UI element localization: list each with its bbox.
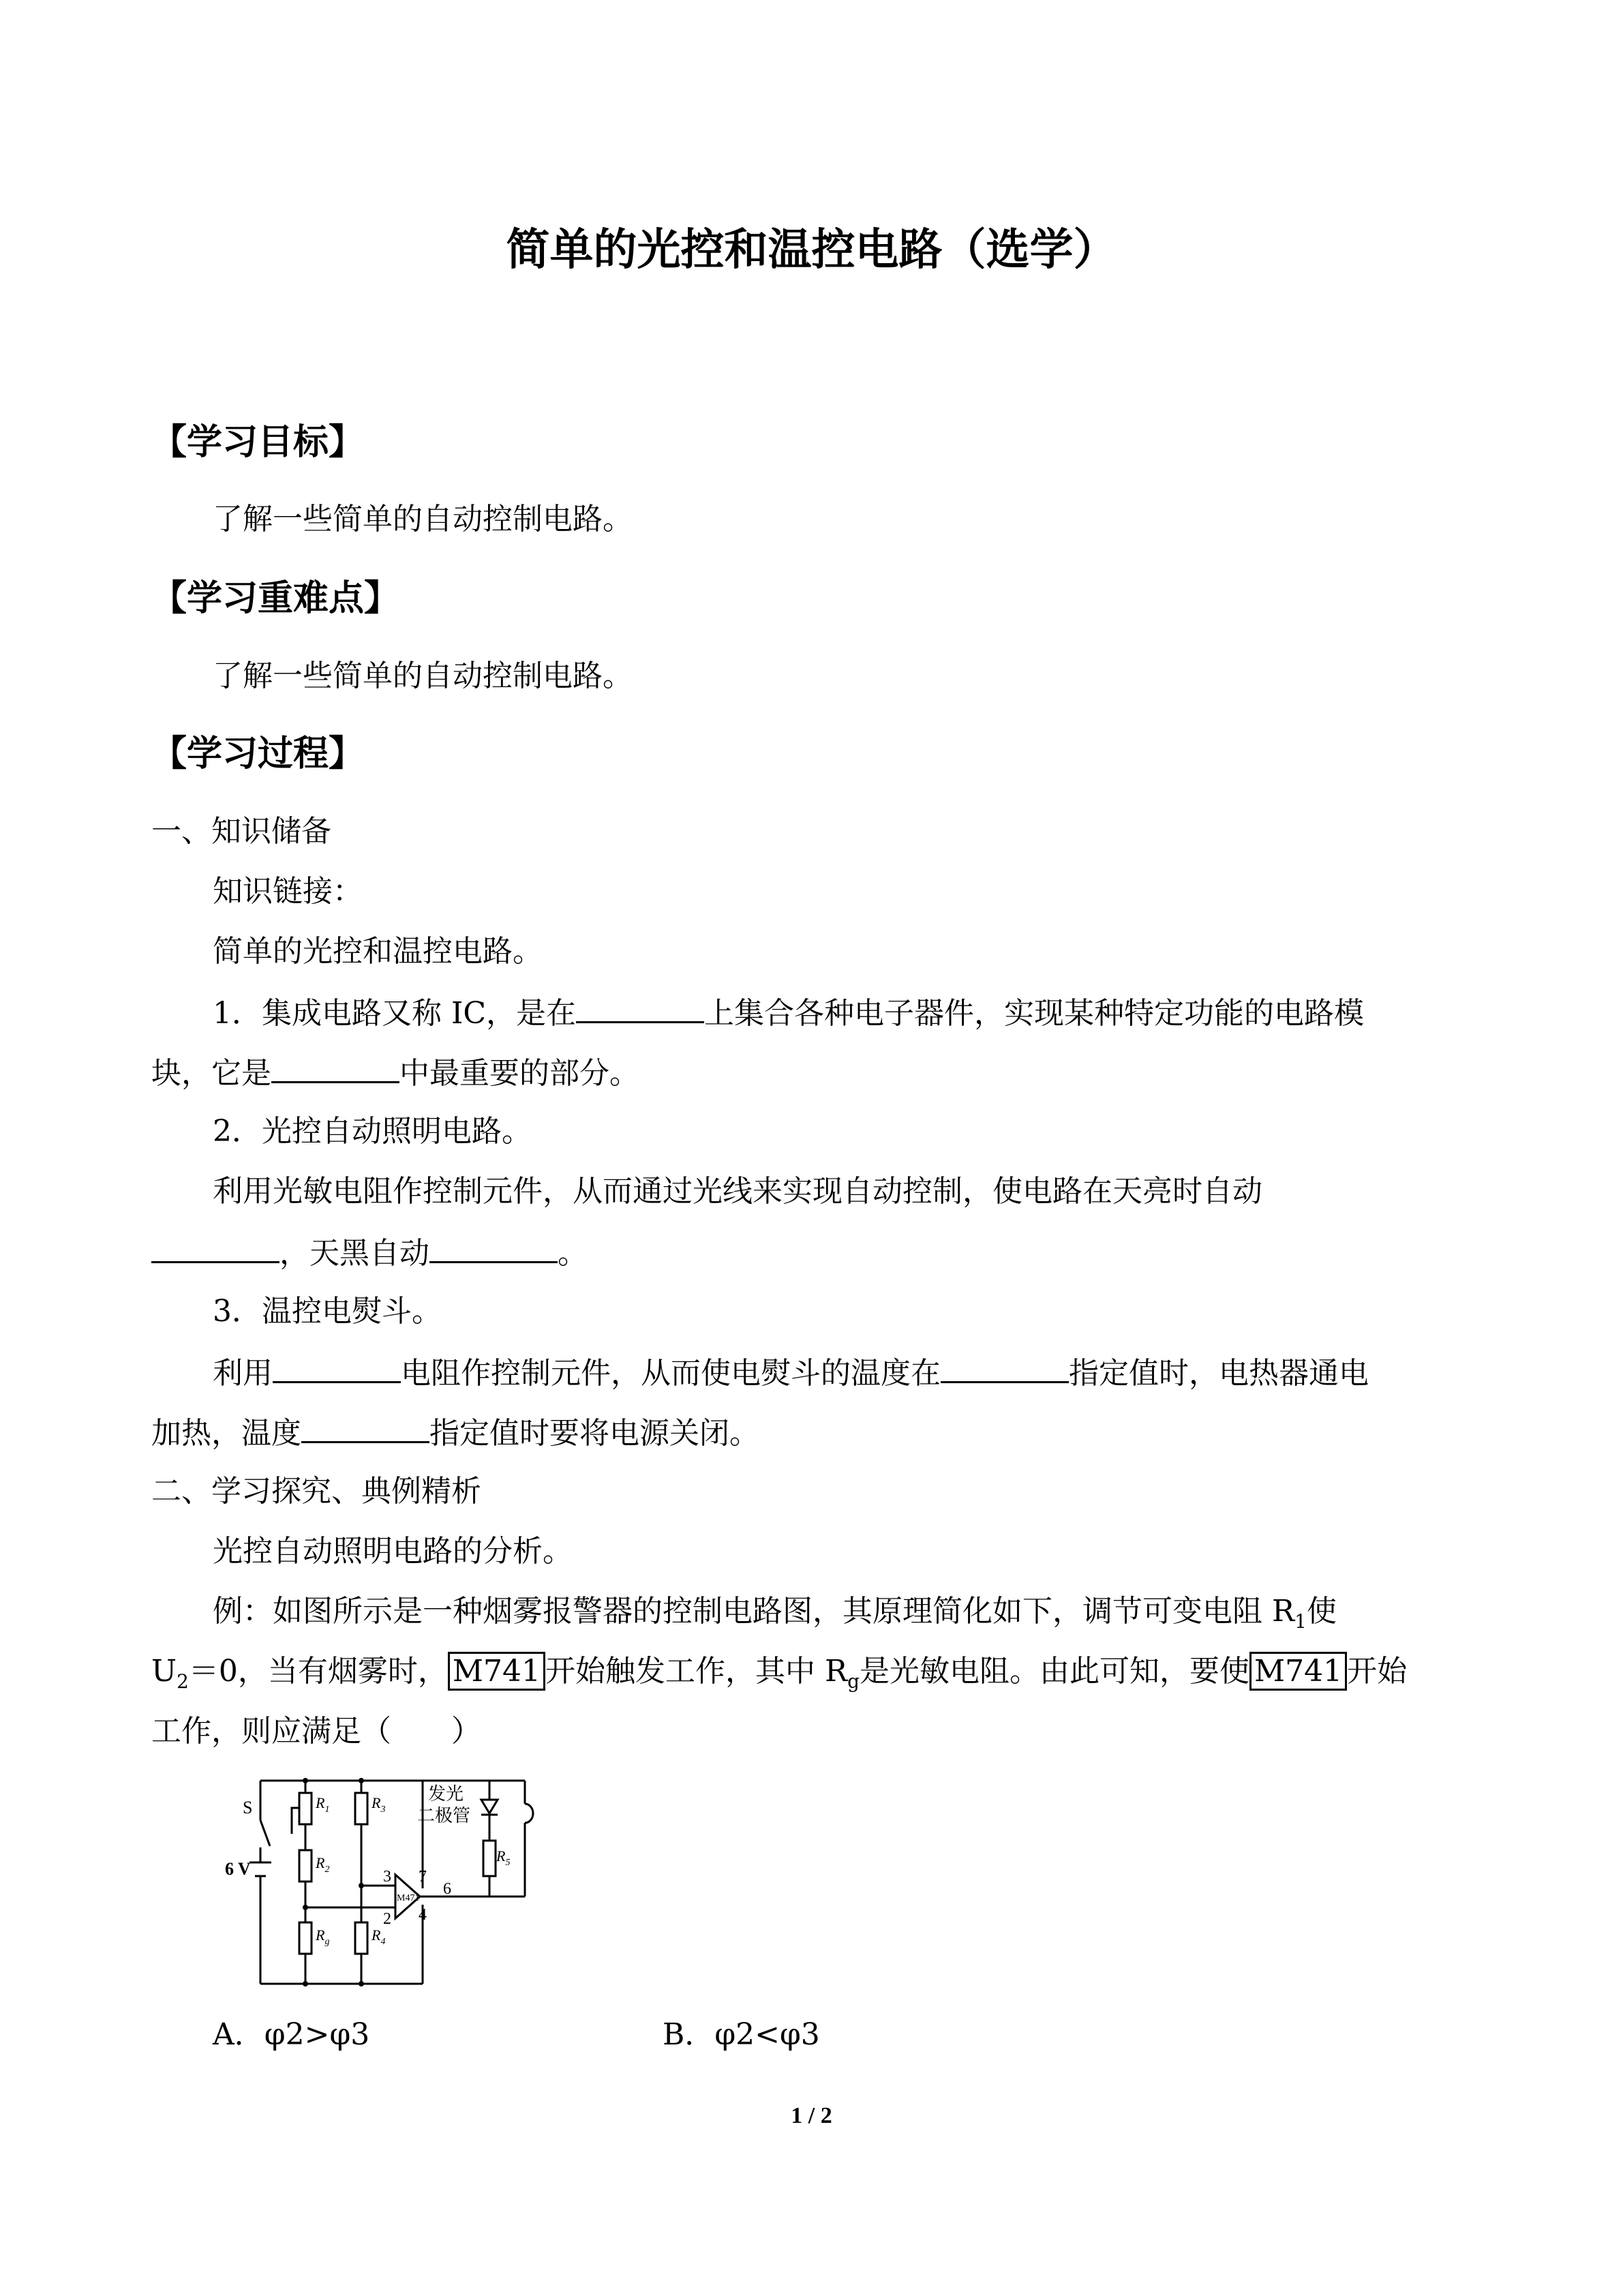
part1-heading: 一、知识储备 [151, 814, 331, 849]
chip-name: M471 [397, 1893, 420, 1903]
switch-label: S [243, 1798, 253, 1817]
pin-2: 2 [383, 1910, 391, 1928]
resistor-rg [299, 1922, 312, 1954]
question-2-title: 2．光控自动照明电路。 [213, 1114, 532, 1149]
junction-dot [303, 1981, 308, 1987]
blank[interactable] [301, 1411, 429, 1443]
example-line-2: $U_2=0$，当有烟雾时， M741 开始触发工作，其中 $R_g$是光敏电阻。由此可知，要使 M741 开始 [151, 1651, 1407, 1702]
key-text: 了解一些简单的自动控制电路。 [213, 659, 633, 693]
knowledge-link: 知识链接： [213, 874, 363, 909]
part1-topic: 简单的光控和温控电路。 [213, 934, 543, 969]
example-line-1: 例：如图所示是一种烟雾报警器的控制电路图，其原理简化如下，调节可变电阻 $R_1$使 [213, 1594, 1337, 1633]
part2-topic: 光控自动照明电路的分析。 [213, 1534, 573, 1569]
switch [260, 1820, 270, 1846]
junction-dot [303, 1778, 308, 1783]
question-3-line-2: 加热，温度 指定值时要将电源关闭。 [151, 1411, 759, 1454]
circuit-diagram [225, 1759, 579, 1991]
part2-heading: 二、学习探究、典例精析 [151, 1474, 481, 1509]
key-heading: 【学习重难点】 [151, 577, 400, 619]
blank[interactable] [273, 1351, 401, 1383]
buzzer [525, 1804, 533, 1823]
pin-4: 4 [419, 1906, 427, 1924]
process-heading: 【学习过程】 [151, 733, 365, 774]
voltage-label: 6 V [225, 1859, 251, 1879]
pin-3: 3 [383, 1868, 391, 1886]
led-label-2: 二极管 [417, 1806, 471, 1826]
option-a[interactable]: A．φ2>φ3 [213, 2017, 370, 2052]
option-b[interactable]: B．φ2<φ3 [663, 2017, 820, 2052]
r5-label: $R_5$ [496, 1847, 511, 1868]
resistor-r2 [299, 1850, 312, 1882]
led [481, 1800, 498, 1813]
question-3-title: 3．温控电熨斗。 [213, 1294, 442, 1329]
junction-dot [303, 1905, 308, 1910]
rg-label: $R_g$ [316, 1927, 330, 1947]
junction-dot [359, 1778, 364, 1783]
goal-text: 了解一些简单的自动控制电路。 [213, 502, 633, 537]
led-label-1: 发光 [428, 1784, 464, 1804]
blank[interactable] [941, 1351, 1069, 1383]
page-title: 简单的光控和温控电路（选学） [506, 224, 1117, 275]
example-line-3: 工作，则应满足（ ） [151, 1714, 481, 1749]
question-3-line-1: 利用 电阻作控制元件，从而使电熨斗的温度在 指定值时，电热器通电 [213, 1351, 1369, 1394]
pin-7: 7 [419, 1868, 427, 1886]
question-2-line-2: ，天黑自动 。 [151, 1231, 588, 1274]
blank[interactable] [429, 1231, 558, 1263]
resistor-r4 [355, 1922, 367, 1954]
resistor-r5 [483, 1841, 496, 1876]
resistor-r1 [299, 1793, 312, 1824]
r4-label: $R_4$ [371, 1927, 386, 1947]
question-2-line-1: 利用光敏电阻作控制元件，从而通过光线来实现自动控制，使电路在天亮时自动 [213, 1174, 1262, 1209]
r3-label: $R_3$ [371, 1794, 386, 1815]
page-number: 1 / 2 [791, 2103, 832, 2128]
pin-6: 6 [443, 1880, 451, 1898]
r1-label: $R_1$ [316, 1794, 330, 1815]
junction-dot [359, 1981, 364, 1987]
chip-label: M741 [1249, 1652, 1347, 1691]
goal-heading: 【学习目标】 [151, 421, 365, 463]
blank[interactable] [576, 991, 704, 1023]
blank[interactable] [151, 1231, 279, 1263]
blank[interactable] [271, 1051, 399, 1083]
r1-wiper [292, 1808, 299, 1834]
junction-dot [359, 1883, 364, 1888]
question-1-line-1: 1．集成电路又称 IC，是在 上集合各种电子器件，实现某种特定功能的电路模 [213, 991, 1364, 1034]
question-1-line-2: 块，它是 中最重要的部分。 [151, 1051, 639, 1094]
chip-label: M741 [448, 1652, 545, 1691]
r2-label: $R_2$ [316, 1854, 330, 1875]
resistor-r3 [355, 1793, 367, 1824]
